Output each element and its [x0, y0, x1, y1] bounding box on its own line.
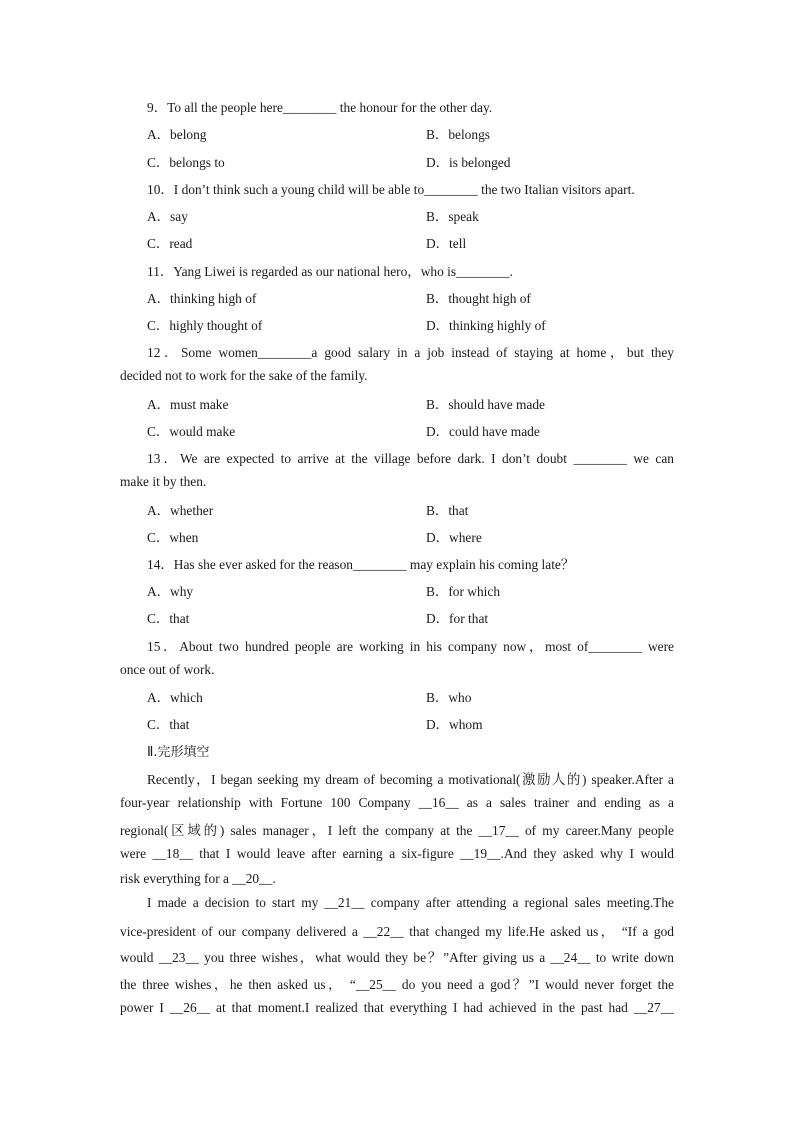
option-9b: B．belongs: [426, 127, 490, 142]
option-12a: A．must make: [147, 397, 229, 412]
question-11: 11．Yang Liwei is regarded as our national hero，who is________.: [147, 264, 513, 279]
passage-line: vice-president of our company delivered a __22__ that changed my life.He asked us， “If a god: [120, 924, 674, 939]
passage-line: risk everything for a __20__.: [120, 871, 276, 886]
option-9a: A．belong: [147, 127, 207, 142]
passage-line: I made a decision to start my __21__ company after attending a regional sales meeting.The: [147, 895, 674, 910]
option-15a: A．which: [147, 690, 203, 705]
option-15d: D．whom: [426, 717, 483, 732]
question-12-cont: decided not to work for the sake of the family.: [120, 368, 368, 383]
passage-line: four-year relationship with Fortune 100 Company __16__ as a sales trainer and ending as a: [120, 795, 674, 810]
option-10b: B．speak: [426, 209, 479, 224]
passage-line: power I __26__ at that moment.I realized that everything I had achieved in the past had __27__: [120, 1000, 674, 1015]
option-10a: A．say: [147, 209, 188, 224]
question-15-cont: once out of work.: [120, 662, 215, 677]
option-14d: D．for that: [426, 611, 489, 626]
option-15b: B．who: [426, 690, 472, 705]
question-9: 9．To all the people here________ the honour for the other day.: [147, 100, 493, 115]
option-15c: C．that: [147, 717, 190, 732]
option-12c: C．would make: [147, 424, 236, 439]
passage-line: the three wishes，he then asked us， “__25__ do you need a god？”I would never forget the: [120, 977, 674, 992]
option-10c: C．read: [147, 236, 193, 251]
option-13b: B．that: [426, 503, 469, 518]
passage-line: Recently，I began seeking my dream of becoming a motivational(激励人的) speaker.After a: [147, 772, 674, 787]
option-10d: D．tell: [426, 236, 467, 251]
option-11c: C．highly thought of: [147, 318, 263, 333]
option-12b: B．should have made: [426, 397, 546, 412]
question-10: 10．I don’t think such a young child will be able to________ the two Italian visitors apart.: [147, 182, 635, 197]
option-9c: C．belongs to: [147, 155, 225, 170]
question-15: 15．About two hundred people are working in his company now，most of________ were: [147, 639, 674, 654]
option-14c: C．that: [147, 611, 190, 626]
option-11b: B．thought high of: [426, 291, 531, 306]
passage-line: regional(区域的) sales manager，I left the company at the __17__ of my career.Many people: [120, 823, 674, 838]
option-14b: B．for which: [426, 584, 501, 599]
option-14a: A．why: [147, 584, 194, 599]
question-13: 13．We are expected to arrive at the village before dark. I don’t doubt ________ we can: [147, 451, 674, 466]
passage-line: were __18__ that I would leave after earning a six-figure __19__.And they asked why I would: [120, 846, 674, 861]
option-13d: D．where: [426, 530, 482, 545]
option-13a: A．whether: [147, 503, 214, 518]
option-11d: D．thinking highly of: [426, 318, 546, 333]
option-9d: D．is belonged: [426, 155, 511, 170]
option-13c: C．when: [147, 530, 199, 545]
option-11a: A．thinking high of: [147, 291, 257, 306]
question-12: 12．Some women________a good salary in a job instead of staying at home，but they: [147, 345, 674, 360]
section-title: Ⅱ.完形填空: [147, 745, 210, 760]
question-13-cont: make it by then.: [120, 474, 207, 489]
question-14: 14．Has she ever asked for the reason________ may explain his coming late？: [147, 557, 575, 572]
passage-line: would __23__ you three wishes，what would they be？”After giving us a __24__ to write down: [120, 950, 674, 965]
option-12d: D．could have made: [426, 424, 540, 439]
